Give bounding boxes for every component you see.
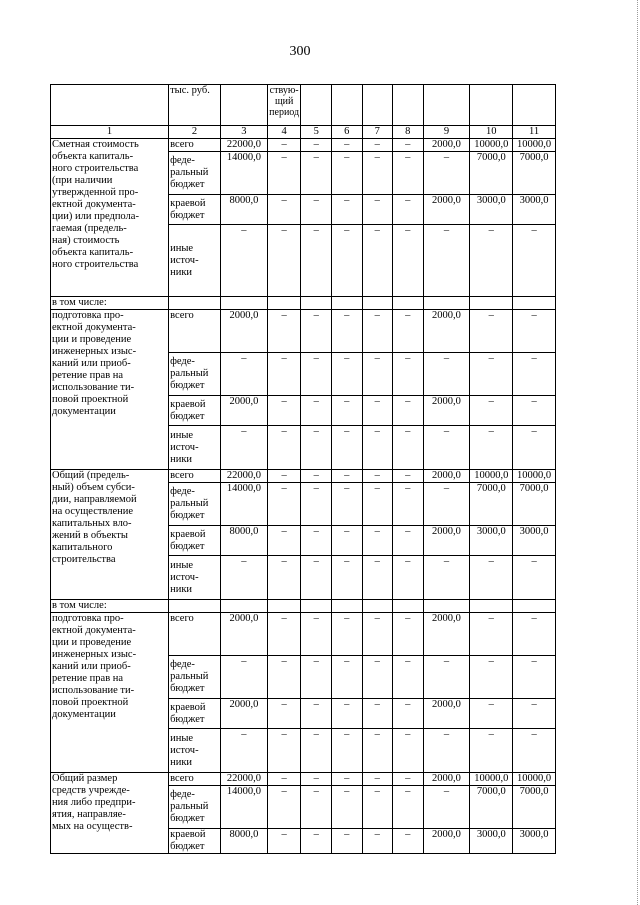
value-cell: – xyxy=(221,225,268,297)
source-label: всего xyxy=(169,470,221,483)
value-cell: 7000,0 xyxy=(513,786,556,829)
empty-cell xyxy=(331,600,362,613)
value-cell: – xyxy=(470,426,513,470)
header-cell xyxy=(423,85,470,126)
value-cell: 3000,0 xyxy=(470,829,513,854)
value-cell: – xyxy=(331,773,362,786)
value-cell: – xyxy=(267,786,301,829)
value-cell: – xyxy=(362,556,393,600)
value-cell: – xyxy=(267,225,301,297)
value-cell: 3000,0 xyxy=(513,829,556,854)
value-cell: – xyxy=(362,729,393,773)
value-cell: – xyxy=(423,786,470,829)
value-cell: 7000,0 xyxy=(470,483,513,526)
value-cell: – xyxy=(267,195,301,225)
value-cell: – xyxy=(470,699,513,729)
value-cell: – xyxy=(267,470,301,483)
source-label: иные источ- ники xyxy=(169,426,221,470)
value-cell: – xyxy=(362,139,393,152)
value-cell: – xyxy=(301,195,332,225)
header-unit: тыс. руб. xyxy=(169,85,221,126)
header-cell xyxy=(331,85,362,126)
header-cell xyxy=(513,85,556,126)
value-cell: – xyxy=(393,353,424,396)
empty-cell xyxy=(331,297,362,310)
value-cell: – xyxy=(470,396,513,426)
column-number: 10 xyxy=(470,126,513,139)
value-cell: 7000,0 xyxy=(470,786,513,829)
value-cell: – xyxy=(470,310,513,353)
value-cell: – xyxy=(267,353,301,396)
value-cell: 2000,0 xyxy=(221,396,268,426)
value-cell: – xyxy=(513,656,556,699)
empty-cell xyxy=(513,297,556,310)
empty-cell xyxy=(393,297,424,310)
value-cell: – xyxy=(221,353,268,396)
column-number: 11 xyxy=(513,126,556,139)
subsection-label: в том числе: xyxy=(51,600,169,613)
value-cell: 2000,0 xyxy=(423,195,470,225)
value-cell: – xyxy=(513,556,556,600)
source-label: феде- ральный бюджет xyxy=(169,656,221,699)
value-cell: – xyxy=(331,786,362,829)
value-cell: – xyxy=(362,526,393,556)
value-cell: – xyxy=(301,786,332,829)
value-cell: – xyxy=(301,656,332,699)
value-cell: 10000,0 xyxy=(513,139,556,152)
value-cell: 10000,0 xyxy=(513,773,556,786)
empty-cell xyxy=(362,600,393,613)
value-cell: – xyxy=(393,152,424,195)
value-cell: 7000,0 xyxy=(513,152,556,195)
value-cell: – xyxy=(331,829,362,854)
value-cell: – xyxy=(331,699,362,729)
value-cell: 10000,0 xyxy=(513,470,556,483)
value-cell: – xyxy=(393,656,424,699)
value-cell: 22000,0 xyxy=(221,470,268,483)
header-cell xyxy=(470,85,513,126)
value-cell: – xyxy=(221,656,268,699)
source-label: иные источ- ники xyxy=(169,729,221,773)
value-cell: – xyxy=(393,556,424,600)
empty-cell xyxy=(470,600,513,613)
value-cell: – xyxy=(470,353,513,396)
value-cell: – xyxy=(331,310,362,353)
value-cell: 2000,0 xyxy=(423,526,470,556)
value-cell: 2000,0 xyxy=(221,613,268,656)
table-row xyxy=(51,773,556,786)
value-cell: 2000,0 xyxy=(423,829,470,854)
value-cell: – xyxy=(513,613,556,656)
value-cell: 2000,0 xyxy=(423,396,470,426)
value-cell: – xyxy=(301,152,332,195)
value-cell: 3000,0 xyxy=(470,195,513,225)
value-cell: – xyxy=(331,225,362,297)
value-cell: – xyxy=(331,656,362,699)
value-cell: – xyxy=(362,396,393,426)
value-cell: – xyxy=(301,426,332,470)
value-cell: – xyxy=(267,526,301,556)
value-cell: – xyxy=(267,152,301,195)
value-cell: 2000,0 xyxy=(423,613,470,656)
value-cell: – xyxy=(393,195,424,225)
value-cell: 8000,0 xyxy=(221,526,268,556)
value-cell: 14000,0 xyxy=(221,483,268,526)
header-cell xyxy=(393,85,424,126)
source-label: краевой бюджет xyxy=(169,526,221,556)
value-cell: – xyxy=(331,556,362,600)
value-cell: – xyxy=(267,426,301,470)
header-period: ствую- щий период xyxy=(267,85,301,126)
value-cell: 2000,0 xyxy=(423,310,470,353)
value-cell: – xyxy=(393,310,424,353)
value-cell: – xyxy=(331,353,362,396)
column-number: 6 xyxy=(331,126,362,139)
value-cell: 8000,0 xyxy=(221,195,268,225)
value-cell: – xyxy=(267,829,301,854)
value-cell: – xyxy=(513,426,556,470)
value-cell: – xyxy=(393,773,424,786)
table-row xyxy=(51,470,556,483)
subsection-label: в том числе: xyxy=(51,297,169,310)
value-cell: – xyxy=(301,556,332,600)
source-label: иные источ- ники xyxy=(169,556,221,600)
value-cell: – xyxy=(331,152,362,195)
empty-cell xyxy=(393,600,424,613)
value-cell: – xyxy=(301,396,332,426)
value-cell: 8000,0 xyxy=(221,829,268,854)
budget-table xyxy=(50,84,556,854)
empty-cell xyxy=(301,297,332,310)
column-number: 3 xyxy=(221,126,268,139)
value-cell: – xyxy=(301,483,332,526)
value-cell: – xyxy=(393,729,424,773)
value-cell: – xyxy=(470,729,513,773)
value-cell: 7000,0 xyxy=(470,152,513,195)
value-cell: – xyxy=(221,426,268,470)
value-cell: – xyxy=(362,426,393,470)
table-row xyxy=(51,310,556,353)
value-cell: – xyxy=(393,225,424,297)
value-cell: – xyxy=(513,225,556,297)
value-cell: – xyxy=(331,139,362,152)
value-cell: – xyxy=(423,426,470,470)
empty-cell xyxy=(513,600,556,613)
value-cell: – xyxy=(393,396,424,426)
value-cell: – xyxy=(362,483,393,526)
column-number: 2 xyxy=(169,126,221,139)
value-cell: 10000,0 xyxy=(470,773,513,786)
source-label: феде- ральный бюджет xyxy=(169,786,221,829)
value-cell: 2000,0 xyxy=(423,699,470,729)
value-cell: 22000,0 xyxy=(221,139,268,152)
value-cell: – xyxy=(393,139,424,152)
empty-cell xyxy=(470,297,513,310)
value-cell: 14000,0 xyxy=(221,152,268,195)
page-number: 300 xyxy=(289,44,311,59)
value-cell: – xyxy=(423,483,470,526)
value-cell: – xyxy=(423,353,470,396)
value-cell: – xyxy=(267,396,301,426)
value-cell: – xyxy=(362,310,393,353)
value-cell: – xyxy=(301,353,332,396)
empty-cell xyxy=(301,600,332,613)
source-label: всего xyxy=(169,310,221,353)
header-cell xyxy=(221,85,268,126)
value-cell: – xyxy=(267,556,301,600)
value-cell: – xyxy=(267,483,301,526)
value-cell: – xyxy=(362,353,393,396)
source-label: краевой бюджет xyxy=(169,195,221,225)
value-cell: 3000,0 xyxy=(513,526,556,556)
value-cell: – xyxy=(423,152,470,195)
value-cell: – xyxy=(301,613,332,656)
empty-cell xyxy=(221,297,268,310)
source-label: феде- ральный бюджет xyxy=(169,152,221,195)
header-row xyxy=(51,85,556,126)
table-row xyxy=(51,139,556,152)
value-cell: – xyxy=(393,526,424,556)
value-cell: 2000,0 xyxy=(221,310,268,353)
value-cell: – xyxy=(301,470,332,483)
value-cell: – xyxy=(423,556,470,600)
value-cell: 2000,0 xyxy=(423,139,470,152)
source-label: краевой бюджет xyxy=(169,829,221,854)
value-cell: – xyxy=(331,613,362,656)
value-cell: – xyxy=(331,483,362,526)
source-label: краевой бюджет xyxy=(169,396,221,426)
value-cell: – xyxy=(267,729,301,773)
header-cell xyxy=(301,85,332,126)
value-cell: – xyxy=(423,225,470,297)
empty-cell xyxy=(169,297,221,310)
value-cell: – xyxy=(470,556,513,600)
value-cell: – xyxy=(267,656,301,699)
value-cell: – xyxy=(267,773,301,786)
value-cell: – xyxy=(331,426,362,470)
source-label: феде- ральный бюджет xyxy=(169,483,221,526)
value-cell: – xyxy=(362,613,393,656)
value-cell: – xyxy=(301,225,332,297)
value-cell: 7000,0 xyxy=(513,483,556,526)
column-number: 1 xyxy=(51,126,169,139)
value-cell: – xyxy=(513,310,556,353)
column-number: 7 xyxy=(362,126,393,139)
value-cell: 3000,0 xyxy=(470,526,513,556)
value-cell: 2000,0 xyxy=(221,699,268,729)
empty-cell xyxy=(221,600,268,613)
source-label: краевой бюджет xyxy=(169,699,221,729)
column-number: 4 xyxy=(267,126,301,139)
value-cell: – xyxy=(362,195,393,225)
empty-cell xyxy=(267,297,301,310)
empty-cell xyxy=(423,600,470,613)
table-row xyxy=(51,613,556,656)
value-cell: – xyxy=(301,139,332,152)
row-name: Сметная стоимость объекта капиталь- ного строительства (при наличии утвержденной про- ектной документа- ции) или предпола- гаемая (предель- ная) стоимость объекта капиталь- ного строительства xyxy=(51,139,169,297)
source-label: всего xyxy=(169,139,221,152)
value-cell: – xyxy=(362,699,393,729)
value-cell: – xyxy=(331,526,362,556)
row-name: Общий (предель- ный) объем субси- дии, направляемой на осуществление капитальных вло- жений в объекты капитального строительства xyxy=(51,470,169,600)
column-number-row xyxy=(51,126,556,139)
subsection-row xyxy=(51,297,556,310)
value-cell: – xyxy=(362,470,393,483)
value-cell: – xyxy=(393,829,424,854)
column-number: 9 xyxy=(423,126,470,139)
value-cell: – xyxy=(301,526,332,556)
source-label: феде- ральный бюджет xyxy=(169,353,221,396)
value-cell: – xyxy=(423,729,470,773)
value-cell: – xyxy=(362,152,393,195)
value-cell: 10000,0 xyxy=(470,139,513,152)
value-cell: – xyxy=(267,139,301,152)
value-cell: – xyxy=(362,656,393,699)
value-cell: 10000,0 xyxy=(470,470,513,483)
value-cell: – xyxy=(331,396,362,426)
value-cell: – xyxy=(513,699,556,729)
value-cell: – xyxy=(221,556,268,600)
row-name: подготовка про- ектной документа- ции и проведение инженерных изыс- каний или приоб- ретение прав на использование ти- повой проектной документации xyxy=(51,613,169,773)
source-label: иные источ- ники xyxy=(169,225,221,297)
value-cell: – xyxy=(393,786,424,829)
value-cell: – xyxy=(513,729,556,773)
row-name: подготовка про- ектной документа- ции и проведение инженерных изыс- каний или приоб- ретение прав на использование ти- повой проектной документации xyxy=(51,310,169,470)
scan-edge-line xyxy=(636,0,638,905)
value-cell: – xyxy=(470,225,513,297)
value-cell: – xyxy=(393,483,424,526)
value-cell: – xyxy=(301,729,332,773)
value-cell: – xyxy=(331,729,362,773)
value-cell: – xyxy=(362,225,393,297)
value-cell: 3000,0 xyxy=(513,195,556,225)
value-cell: – xyxy=(221,729,268,773)
value-cell: – xyxy=(301,773,332,786)
value-cell: 2000,0 xyxy=(423,773,470,786)
value-cell: – xyxy=(362,773,393,786)
value-cell: – xyxy=(362,786,393,829)
value-cell: – xyxy=(301,310,332,353)
source-label: всего xyxy=(169,613,221,656)
value-cell: – xyxy=(301,829,332,854)
value-cell: – xyxy=(470,613,513,656)
value-cell: – xyxy=(301,699,332,729)
value-cell: – xyxy=(362,829,393,854)
value-cell: – xyxy=(267,310,301,353)
value-cell: – xyxy=(267,613,301,656)
value-cell: – xyxy=(513,353,556,396)
value-cell: – xyxy=(393,426,424,470)
value-cell: – xyxy=(513,396,556,426)
value-cell: – xyxy=(423,656,470,699)
empty-cell xyxy=(362,297,393,310)
empty-cell xyxy=(169,600,221,613)
value-cell: 22000,0 xyxy=(221,773,268,786)
column-number: 5 xyxy=(301,126,332,139)
header-cell-name xyxy=(51,85,169,126)
column-number: 8 xyxy=(393,126,424,139)
empty-cell xyxy=(267,600,301,613)
row-name: Общий размер средств учрежде- ния либо предпри- ятия, направляе- мых на осуществ- xyxy=(51,773,169,854)
value-cell: 14000,0 xyxy=(221,786,268,829)
value-cell: – xyxy=(393,699,424,729)
empty-cell xyxy=(423,297,470,310)
value-cell: – xyxy=(393,470,424,483)
value-cell: – xyxy=(470,656,513,699)
source-label: всего xyxy=(169,773,221,786)
subsection-row xyxy=(51,600,556,613)
value-cell: – xyxy=(331,195,362,225)
header-cell xyxy=(362,85,393,126)
value-cell: – xyxy=(331,470,362,483)
value-cell: – xyxy=(267,699,301,729)
value-cell: – xyxy=(393,613,424,656)
value-cell: 2000,0 xyxy=(423,470,470,483)
